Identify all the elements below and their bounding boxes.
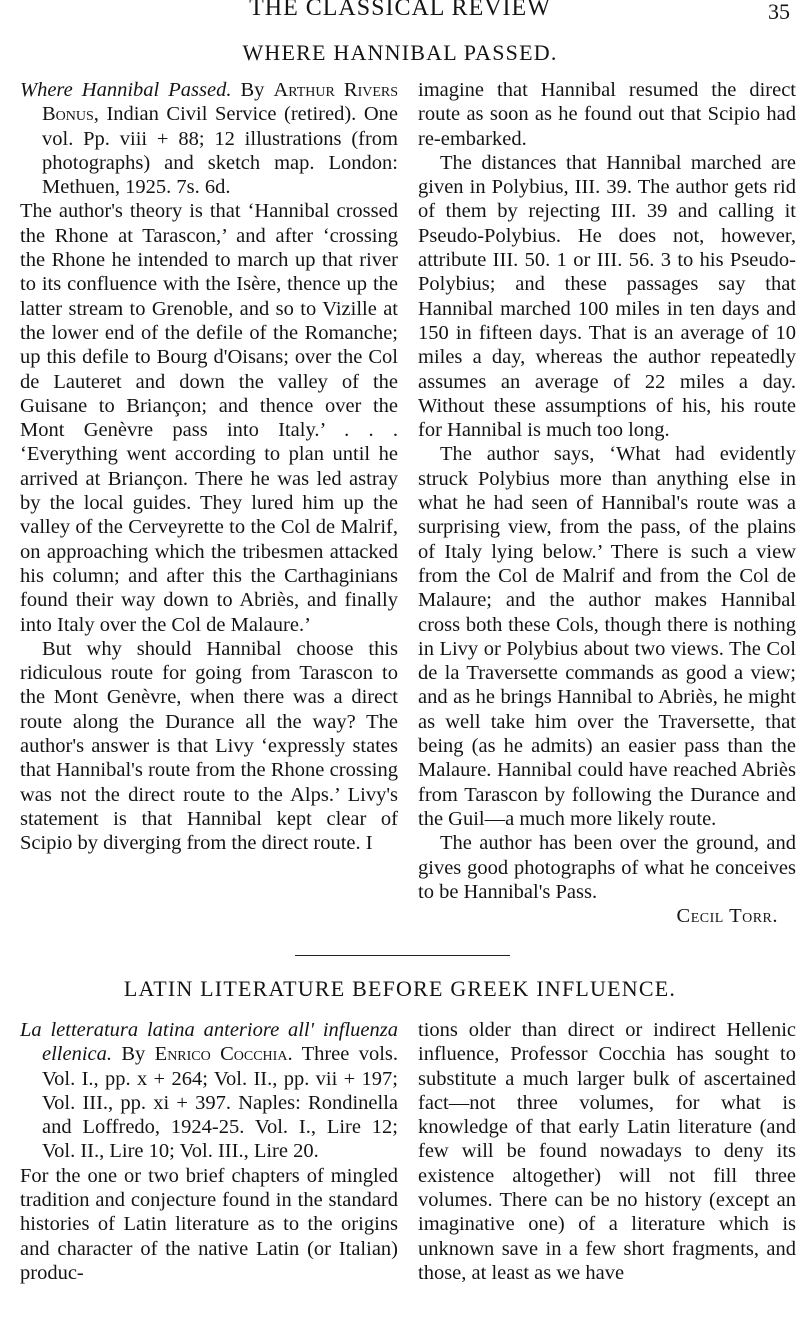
article2-right-column bbox=[418, 1018, 796, 1285]
paragraph: The author says, ‘What had evidently struck Polybius more than anything else in what he had seen of Hannibal's route was a surprising view, from the pass, of the plains of Italy lying below.’ There is such a view from the Col de Malrif and from the Col de Malaure; and the author makes Hannibal cross both these Cols, though there is nothing in Livy or Polybius about two views. The Col de la Traversette commands as good a view; and as he brings Hannibal to Abriès, he might as well take him over the Traversette, that being (as he admits) an easier pass than the Malaure. Hannibal could have reached Abriès from Tarascon by following the Durance and the Guil—a much more likely route. bbox=[418, 443, 796, 830]
paragraph: imagine that Hannibal resumed the direct route as soon as he found out that Scipio had re-embarked. bbox=[418, 79, 796, 150]
paragraph: But why should Hannibal choose this ridiculous route for going from Tarascon to the Mont Genèvre, when there was a direct route along the Durance all the way? The author's answer is that Livy ‘expressly states that Hannibal's route from the Rhone crossing was not the direct route to the Alps.’ Livy's statement is that Hannibal kept clear of Scipio by diverging from the direct route. I bbox=[20, 637, 398, 855]
article-heading: LATIN LITERATURE BEFORE GREEK INFLUENCE. bbox=[123, 976, 677, 1001]
article-heading: WHERE HANNIBAL PASSED. bbox=[242, 40, 558, 65]
article1-right-column bbox=[418, 78, 796, 928]
author-signature: Cecil Torr. bbox=[676, 905, 778, 928]
book-details: Indian Civil Service (retired). One vol. Pp. viii + 88; 12 illustrations (from photographs) and sketch map. London: Methuen, 1925. 7s. 6d. bbox=[42, 103, 398, 199]
paragraph: The author's theory is that ‘Hannibal crossed the Rhone at Tarascon,’ and after ‘crossing the Rhone he intended to march up that river to its confluence with the Isère, thence up the latter stream to Grenoble, and so to Vizille at the lower end of the defile of the Romanche; up this defile to Bourg d'Oisans; over the Col de Lauteret and down the valley of the Guisane to Briançon; and thence over the Mont Genèvre pass into Italy.’ . . . ‘Everything went according to plan until he arrived at Briançon. There he was led astray by the local guides. They lured him up the valley of the Cerveyrette to the Col de Malrif, on approaching which the tribesmen attacked his column; and after this the Carthaginians found their way down to Abriès, and finally into Italy over the Col de Malaure.’ bbox=[20, 200, 398, 636]
page-number: 35 bbox=[768, 0, 790, 24]
paragraph: tions older than direct or indirect Hellenic influence, Professor Cocchia has sought to substitute a much larger bulk of ascertained fact—not three volumes, for what is knowledge of that early Latin literature (and few will be found nowadays to deny its existence altogether) will not fill three volumes. There can be no history (except an imaginative one) of a literature which is unknown save in a few short fragments, and those, at least as we have bbox=[418, 1019, 796, 1284]
book-by: By bbox=[121, 1043, 146, 1066]
book-author: Arthur Rivers Bonus, bbox=[42, 79, 399, 126]
journal-title: THE CLASSICAL REVIEW bbox=[249, 0, 551, 21]
article1-left-column bbox=[20, 78, 398, 856]
book-title: Where Hannibal Passed. bbox=[20, 79, 232, 101]
paragraph: For the one or two brief chapters of mingled tradition and conjecture found in the standard histories of Latin literature as to the origins and character of the native Latin (or Italian) produc- bbox=[20, 1164, 398, 1284]
paragraph: The author has been over the ground, and gives good photographs of what he conceives to be Hannibal's Pass. bbox=[418, 832, 796, 903]
book-author: Enrico Cocchia. bbox=[154, 1043, 293, 1066]
book-details: Three vols. Vol. I., pp. x + 264; Vol. II., pp. vii + 197; Vol. III., pp. xi + 397. Naples: Rondinella and Loffredo, 1924-25. Vol. I., Lire 12; Vol. II., Lire 10; Vol. III., Lire 20. bbox=[42, 1043, 399, 1163]
paragraph: The distances that Hannibal marched are given in Polybius, III. 39. The author gets rid of them by rejecting III. 39 and calling it Pseudo-Polybius. He does not, however, attribute III. 50. 1 or III. 56. 3 to his Pseudo-Polybius; and these passages say that Hannibal marched 100 miles in ten days and 150 in fifteen days. That is an average of 10 miles a day, whereas the author repeatedly assumes an average of 22 miles a day. Without these assumptions of his, his route for Hannibal is much too long. bbox=[418, 151, 796, 442]
running-head bbox=[0, 0, 800, 28]
book-reference bbox=[20, 78, 398, 199]
article2-left-column bbox=[20, 1018, 398, 1285]
section-divider bbox=[295, 955, 510, 956]
book-title: La letteratura latina anteriore all' influenza ellenica. bbox=[20, 1019, 398, 1066]
book-by: By bbox=[240, 79, 265, 101]
book-reference bbox=[20, 1018, 398, 1164]
